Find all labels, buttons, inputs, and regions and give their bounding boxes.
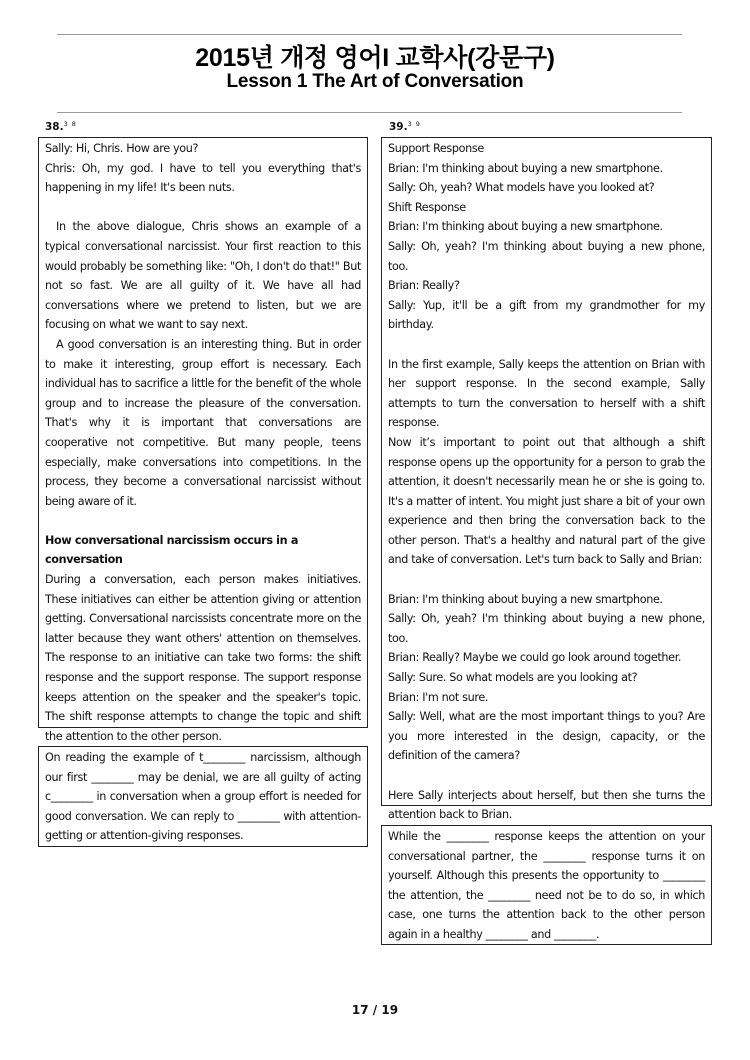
paragraph: In the above dialogue, Chris shows an example of a typical conversational narcissist. Your first reaction to this would probably be something like: "Oh, I don't do that!" But not so fast. We are all guilty of it. We have all had conversations where we pretend to listen, but we are focusing on what we want to say next. bbox=[45, 220, 361, 332]
dialogue-line: Sally: Oh, yeah? What models have you looked at? bbox=[388, 181, 655, 195]
dialogue-line: Brian: I'm thinking about buying a new smartphone. bbox=[388, 220, 663, 234]
header-bottom-rule bbox=[57, 112, 682, 113]
dialogue-line: Brian: I'm not sure. bbox=[388, 690, 489, 704]
question-39-number: 39.$^{3 9}$ bbox=[389, 120, 421, 133]
spacer bbox=[45, 198, 361, 218]
section-label: Support Response bbox=[388, 142, 484, 155]
section-heading: How conversational narcissism occurs in a conversation bbox=[45, 533, 299, 567]
summary-text: On reading the example of t________ narcissism, although our first ________ may be denial, we are all guilty of acting c________ in conversation when a group effort is needed for good conversation. We can reply to ________ with attention-getting or attention-giving responses. bbox=[45, 751, 361, 843]
question-39-passage-box bbox=[381, 137, 712, 822]
paragraph: In the first example, Sally keeps the attention on Brian with her support response. In the second example, Sally attempts to turn the conversation to herself with a shift response. bbox=[388, 357, 705, 430]
spacer bbox=[388, 766, 705, 786]
question-39-summary-box bbox=[381, 825, 712, 945]
page-title: 2015년 개정 영어I 교학사(강문구) bbox=[195, 44, 555, 72]
question-38-number: 38.$^{3 8}$ bbox=[45, 120, 77, 133]
dialogue-line: Sally: Oh, yeah? I'm thinking about buying a new phone, too. bbox=[388, 239, 705, 273]
dialogue-line: Chris: Oh, my god. I have to tell you everything that's happening in my life! It's been nuts. bbox=[45, 161, 361, 195]
spacer bbox=[388, 335, 705, 355]
paragraph: Here Sally interjects about herself, but then she turns the attention back to Brian. bbox=[388, 788, 705, 822]
spacer bbox=[45, 511, 361, 531]
dialogue-line: Sally: Well, what are the most important things to you? Are you more interested in the design, capacity, or the definition of the camera? bbox=[388, 710, 705, 763]
lesson-subtitle: Lesson 1 The Art of Conversation bbox=[226, 71, 524, 92]
question-38-superscript: 3 8 bbox=[63, 120, 77, 128]
summary-text: While the ________ response keeps the attention on your conversational partner, the ________ response turns it on yourself. Although this presents the opportunity to ________ the attention, the ________ need not be to do so, in which case, one turns the attention back to the other person again in a healthy ________ and ________. bbox=[388, 830, 705, 941]
dialogue-line: Brian: I'm thinking about buying a new smartphone. bbox=[388, 161, 663, 175]
dialogue-line: Brian: I'm thinking about buying a new smartphone. bbox=[388, 592, 663, 606]
spacer bbox=[388, 570, 705, 590]
dialogue-line: Sally: Yup, it'll be a gift from my grandmother for my birthday. bbox=[388, 298, 705, 332]
page-number: 17 / 19 bbox=[351, 1003, 399, 1017]
paragraph: Now it’s important to point out that although a shift response opens up the opportunity for a person to grab the attention, it doesn't necessarily mean he or she is going to. It's a matter of intent. You might just share a bit of your own experience and then bring the conversation back to the other person. That's a healthy and natural part of the give and take of conversation. Let's turn back to Sally and Brian: bbox=[388, 435, 705, 567]
dialogue-line: Brian: Really? Maybe we could go look around together. bbox=[388, 651, 682, 665]
top-rule bbox=[57, 34, 682, 35]
dialogue-line: Sally: Oh, yeah? I'm thinking about buying a new phone, too. bbox=[388, 612, 705, 645]
question-38-summary-box bbox=[38, 746, 368, 847]
dialogue-line: Sally: Hi, Chris. How are you? bbox=[45, 142, 199, 155]
dialogue-line: Sally: Sure. So what models are you looking at? bbox=[388, 671, 638, 685]
question-38-passage-box bbox=[38, 137, 368, 743]
paragraph: During a conversation, each person makes initiatives. These initiatives can either be attention giving or attention getting. Conversational narcissists concentrate more on the latter because they want others' attention on themselves. The response to an initiative can take two forms: the shift response and the support response. The support response keeps attention on the speaker and the speaker's topic. The shift response attempts to change the topic and shift the attention to the other person. bbox=[45, 573, 361, 743]
dialogue-line: Brian: Really? bbox=[388, 279, 460, 293]
section-label: Shift Response bbox=[388, 200, 466, 214]
paragraph: A good conversation is an interesting thing. But in order to make it interesting, group effort is necessary. Each individual has to sacrifice a little for the benefit of the whole group and to increase the pleasure of the conversation. That's why it is important that conversations are cooperative not competitive. But many people, teens especially, make conversations into competitions. In the process, they become a conversational narcissist without being aware of it. bbox=[45, 337, 361, 508]
question-39-superscript: 3 9 bbox=[407, 120, 421, 128]
